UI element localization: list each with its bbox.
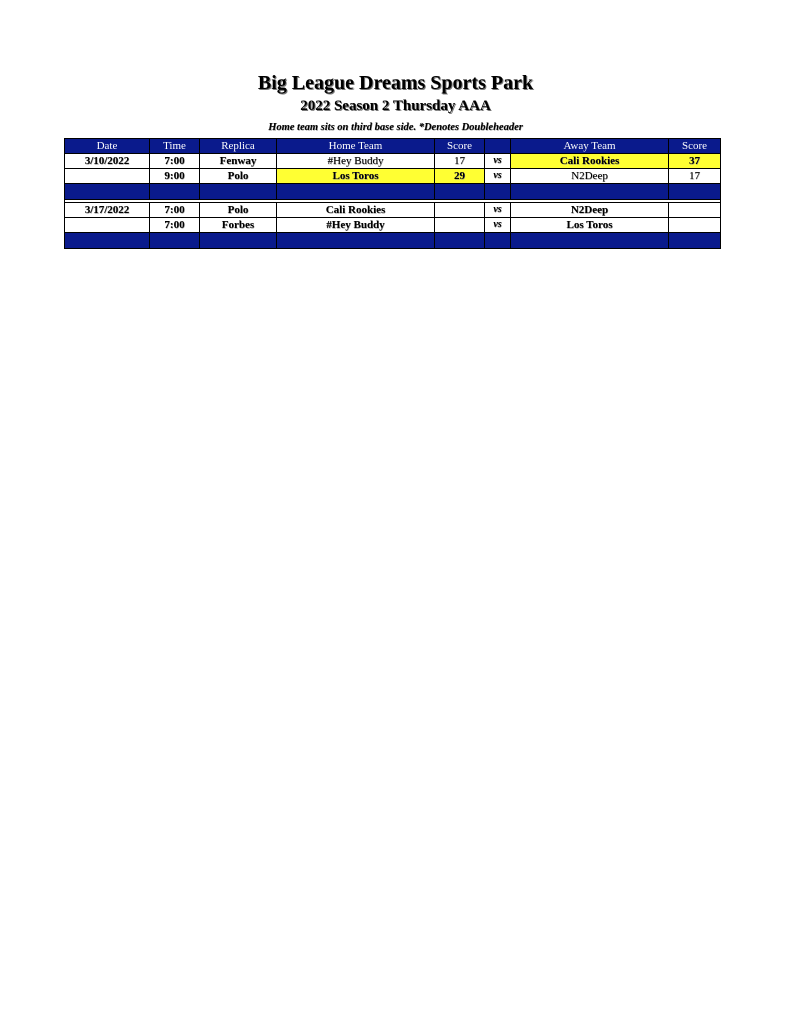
home-team: #Hey Buddy [277, 154, 435, 169]
away-team: N2Deep [511, 203, 669, 218]
vs-label: vs [485, 203, 511, 218]
game-field: Forbes [200, 218, 277, 233]
col-header-away-team: Away Team [511, 139, 669, 154]
col-header-home-team: Home Team [277, 139, 435, 154]
page-title: Big League Dreams Sports Park [257, 72, 534, 94]
schedule-table [64, 138, 721, 249]
vs-label: vs [485, 169, 511, 184]
home-team: Cali Rookies [277, 203, 435, 218]
away-team: Cali Rookies [511, 154, 669, 169]
col-header-away-score: Score [669, 139, 721, 154]
col-header-replica: Replica [200, 139, 277, 154]
game-time: 7:00 [150, 154, 200, 169]
away-team: Los Toros [511, 218, 669, 233]
home-team: #Hey Buddy [277, 218, 435, 233]
game-time: 9:00 [150, 169, 200, 184]
away-team: N2Deep [511, 169, 669, 184]
week-separator [65, 184, 721, 200]
page-subtitle: 2022 Season 2 Thursday AAA [300, 98, 491, 114]
game-date: 3/10/2022 [65, 154, 150, 169]
vs-label: vs [485, 218, 511, 233]
col-header-vs [485, 139, 511, 154]
week-separator [65, 233, 721, 249]
game-field: Polo [200, 169, 277, 184]
home-score: 29 [435, 169, 485, 184]
game-date [65, 218, 150, 233]
table-row [65, 203, 721, 218]
home-score [435, 203, 485, 218]
away-score: 17 [669, 169, 721, 184]
game-time: 7:00 [150, 203, 200, 218]
col-header-time: Time [150, 139, 200, 154]
game-date [65, 169, 150, 184]
home-score: 17 [435, 154, 485, 169]
home-team: Los Toros [277, 169, 435, 184]
col-header-home-score: Score [435, 139, 485, 154]
col-header-date: Date [65, 139, 150, 154]
table-row [65, 154, 721, 169]
table-row [65, 169, 721, 184]
table-row [65, 218, 721, 233]
game-date: 3/17/2022 [65, 203, 150, 218]
game-field: Polo [200, 203, 277, 218]
away-score [669, 203, 721, 218]
away-score: 37 [669, 154, 721, 169]
away-score [669, 218, 721, 233]
game-field: Fenway [200, 154, 277, 169]
vs-label: vs [485, 154, 511, 169]
game-time: 7:00 [150, 218, 200, 233]
header-row [65, 139, 721, 154]
home-score [435, 218, 485, 233]
doubleheader-note: Home team sits on third base side. *Denotes Doubleheader [268, 122, 523, 133]
